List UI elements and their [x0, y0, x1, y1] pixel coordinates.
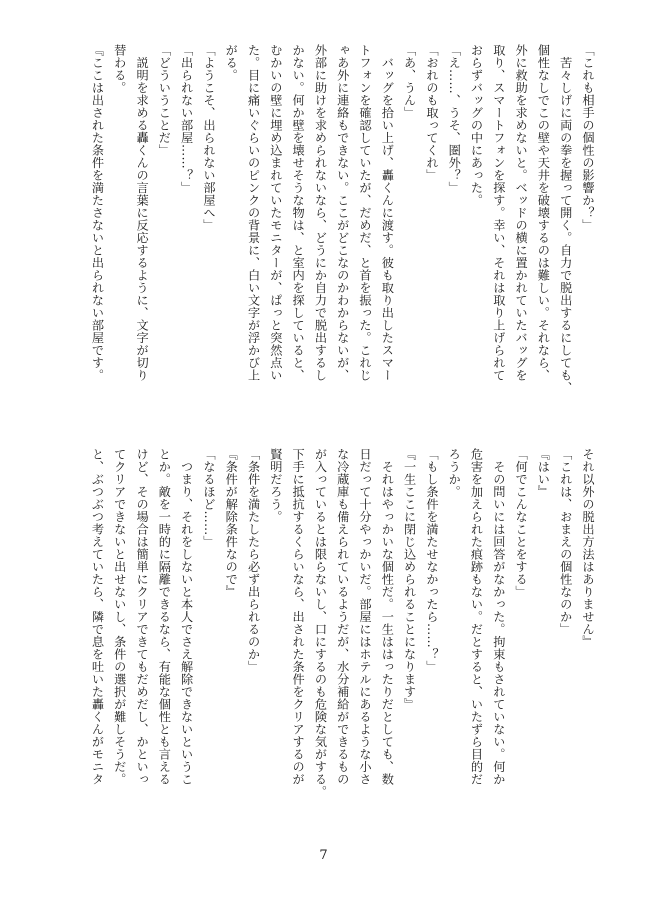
text-line: 取り、スマートフォンを探す。幸い、それは取り上げられて [491, 44, 506, 382]
page-number: 7 [319, 848, 328, 863]
text-line: 「もし条件を満たせなかったら……？」 [424, 448, 439, 673]
text-line: かない。何か壁を壊せそうな物は、と室内を探していると、 [291, 44, 306, 382]
text-line: が入っているとは限らないし、口にするのも危険な気がする。 [313, 448, 328, 798]
text-line: 「何でこんなことをする」 [514, 448, 529, 598]
text-line: 「出られない部屋……？」 [179, 44, 194, 194]
text-line: 『条件が解除条件なので』 [224, 448, 239, 598]
text-line: それはやっかいな個性だ。一生ははったりだとしても、数 [380, 448, 395, 786]
text-line: トフォンを確認していたが、だめだ、と首を振った。これじ [358, 44, 373, 382]
text-line: それ以外の脱出方法はありません』 [581, 448, 595, 648]
text-line: とか。敵を一時的に隔離できるなら、有能な個性とも言える [157, 448, 172, 786]
text-line: 外部に助けを求められないなら、どうにか自力で脱出するし [313, 44, 328, 382]
text-line: 「ようこそ、出られない部屋へ」 [201, 44, 216, 232]
text-line: 「え……、うそ、圏外？」 [447, 44, 462, 194]
text-line: バッグを拾い上げ、轟くんに渡す。彼も取り出したスマー [380, 44, 395, 382]
text-line: 個性なしでこの壁や天井を破壊するのは難しい。それなら、 [536, 44, 551, 382]
text-line: 苦々しげに両の拳を握って開く。自力で脱出するにしても、 [558, 44, 573, 394]
text-line: 『ここは出された条件を満たさないと出られない部屋です。 [90, 44, 105, 382]
text-line: 危害を加えられた痕跡もない。だとすると、いたずら目的だ [469, 448, 484, 786]
text-line: 「これは、おまえの個性なのか」 [558, 448, 573, 636]
text-line: 替わる。 [112, 44, 127, 94]
text-line: てクリアできないと出せないし、条件の選択が難しそうだ。 [112, 448, 127, 786]
text-line: おらずバッグの中にあった。 [469, 44, 484, 207]
lower-text-block [51, 448, 599, 810]
text-line: がる。 [224, 44, 239, 82]
text-line: 『はい』 [536, 448, 551, 498]
text-line: 「条件を満たしたら必ず出られるのか」 [246, 448, 261, 673]
upper-text-block [51, 44, 599, 406]
text-line: むかいの壁に埋め込まれていたモニターが、ぱっと突然点い [268, 44, 283, 382]
text-line: 賢明だろう。 [268, 448, 283, 523]
text-line: けど、その場合は簡単にクリアできてもだめだし、かといっ [135, 448, 150, 786]
text-line: ろうか。 [447, 448, 462, 498]
text-line: 『一生ここに閉じ込められることになります』 [402, 448, 417, 711]
text-line: た。目に痛いぐらいのピンクの背景に、白い文字が浮かび上 [246, 44, 261, 382]
text-line: ゃあ外に連絡もできない。ここがどこなのかわからないが、 [335, 44, 350, 382]
text-line: 「これも相手の個性の影響か？」 [581, 44, 595, 232]
text-line: 「どういうことだ」 [157, 44, 172, 157]
text-line: 下手に抵抗するくらいなら、出された条件をクリアするのが [291, 448, 306, 786]
text-line: 「あ、うん」 [402, 44, 417, 119]
text-line: 説明を求める轟くんの言葉に反応するように、文字が切り [135, 44, 150, 382]
text-line: 外に救助を求めないと。ベッドの横に置かれていたバッグを [514, 44, 529, 382]
text-line: と、ぶつぶつ考えていたら、隣で息を吐いた轟くんがモニタ [90, 448, 105, 786]
text-line: 「なるほど……」 [201, 448, 216, 548]
text-line: その問いには回答がなかった。拘束もされていない。何か [491, 448, 506, 786]
text-line: 「おれのも取ってくれ」 [424, 44, 439, 182]
text-line: つまり、それをしないと本人でさえ解除できないというこ [179, 448, 194, 786]
text-line: 日だって十分やっかいだ。部屋にはホテルにあるような小さ [358, 448, 373, 786]
text-line: な冷蔵庫も備えられているようだが、水分補給ができるもの [335, 448, 350, 786]
